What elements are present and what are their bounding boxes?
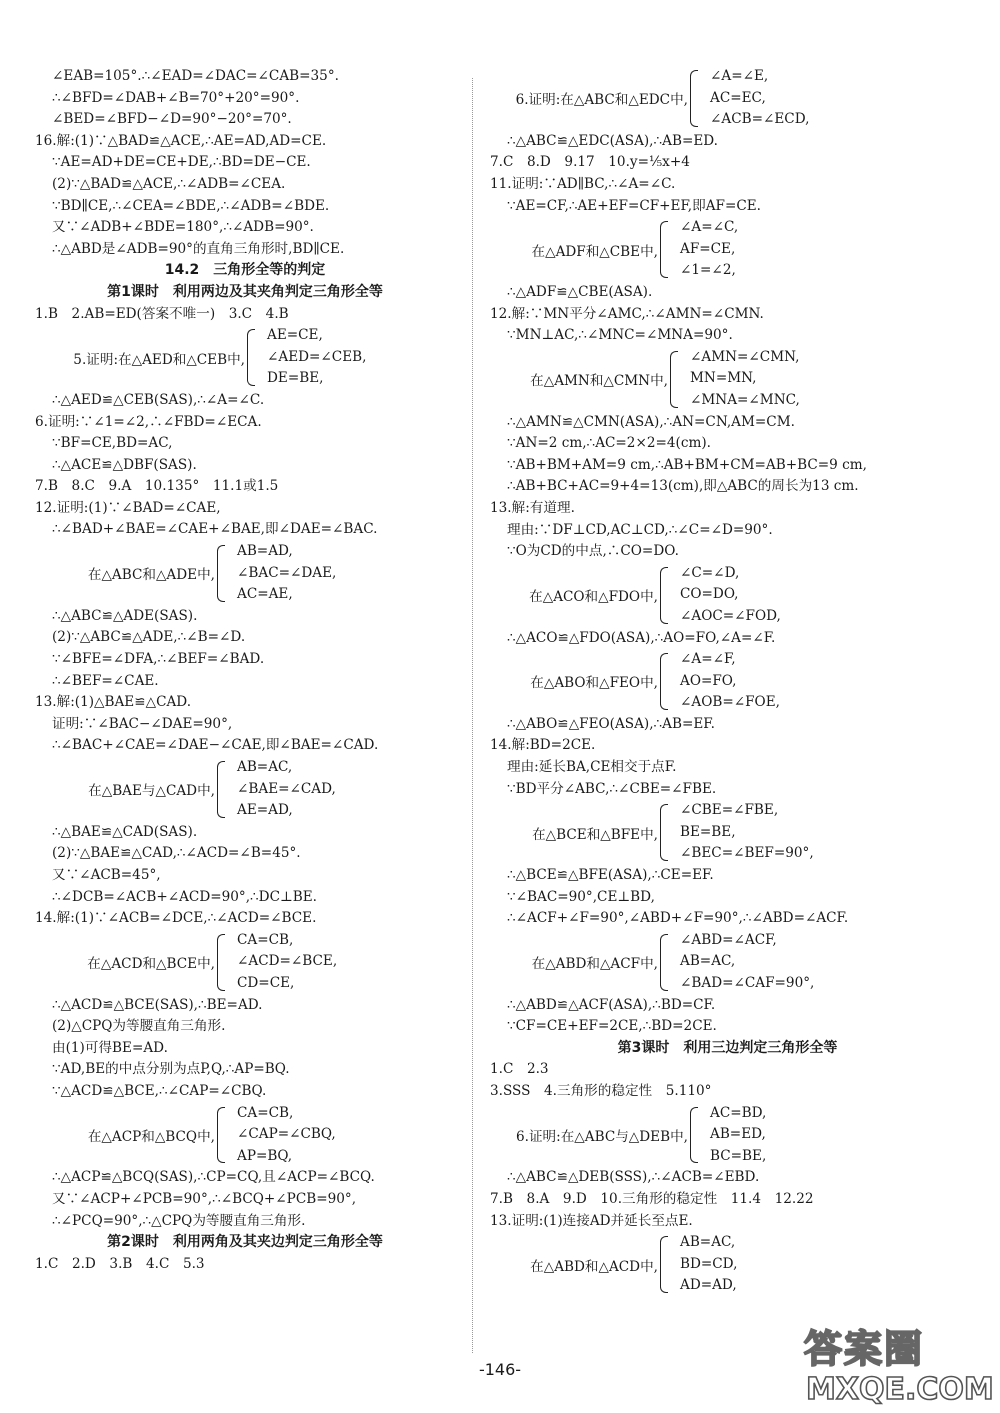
right-column <box>490 66 965 1297</box>
system-row: AB=AC, <box>680 953 736 970</box>
text-line: ∴△ADF≌△CBE(ASA). <box>507 283 653 300</box>
text-line: 1.C 2.D 3.B 4.C 5.3 <box>35 1255 205 1272</box>
equation-system <box>490 930 965 995</box>
text-line: 又∵∠ACP+∠PCB=90°,∴∠BCQ+∠PCB=90°, <box>52 1190 357 1207</box>
system-lead-text: 在△ABD和△ACD中, <box>530 1258 658 1275</box>
text-line: ∴△ACO≌△FDO(ASA),∴AO=FO,∠A=∠F. <box>507 629 776 646</box>
column-divider <box>472 78 473 1353</box>
system-row: ∠BAE=∠CAD, <box>237 780 336 797</box>
system-row: DE=BE, <box>267 370 324 387</box>
equation-system <box>35 1103 455 1168</box>
system-lead-text: 在△ACD和△BCE中, <box>87 956 215 973</box>
text-line: ∴△ABC≌△ADE(SAS). <box>52 607 198 624</box>
text-line: ∵∠BAC=90°,CE⊥BD, <box>507 888 655 905</box>
system-lead-text: 在△BAE与△CAD中, <box>88 783 215 800</box>
text-line: 14.解:BD=2CE. <box>490 737 596 754</box>
text-line: (2)∵△BAD≌△ACE,∴∠ADB=∠CEA. <box>52 175 286 192</box>
text-line: (2)∵△BAE≌△CAD,∴∠ACD=∠B=45°. <box>52 845 301 862</box>
text-line: ∴△ABO≌△FEO(ASA),∴AB=EF. <box>507 715 715 732</box>
system-lead-text: 在△BCE和△BFE中, <box>532 826 658 843</box>
system-lead-text: 在△ACP和△BCQ中, <box>87 1128 215 1145</box>
system-row: AB=AD, <box>237 543 293 560</box>
system-row: ∠AMN=∠CMN, <box>690 348 800 365</box>
text-line: ∵∠BFE=∠DFA,∴∠BEF=∠BAD. <box>52 651 265 668</box>
text-line: (2)△CPQ为等腰直角三角形. <box>52 1018 226 1035</box>
text-line: ∴△ACD≌△BCE(SAS),∴BE=AD. <box>52 996 263 1013</box>
text-line: ∵AN=2 cm,∴AC=2×2=4(cm). <box>507 435 711 452</box>
text-line: ∴△ABD是∠ADB=90°的直角三角形时,BD∥CE. <box>52 240 345 257</box>
system-row: CO=DO, <box>680 586 739 603</box>
system-row: ∠BEC=∠BEF=90°, <box>680 845 814 862</box>
system-lead-text: 5.证明:在△AED和△CEB中, <box>73 351 245 368</box>
system-row: ∠A=∠F, <box>680 651 736 668</box>
text-line: 理由:延长BA,CE相交于点F. <box>507 759 677 776</box>
text-line: 7.B 8.A 9.D 10.三角形的稳定性 11.4 12.22 <box>490 1191 814 1207</box>
brace-mark <box>670 351 678 408</box>
text-line: ∴∠PCQ=90°,∴△CPQ为等腰直角三角形. <box>52 1212 306 1229</box>
text-line: ∵BF=CE,BD=AC, <box>52 435 173 452</box>
text-line: ∴∠BEF=∠CAE. <box>52 672 159 689</box>
brace-mark <box>660 653 668 710</box>
equation-system <box>490 800 965 865</box>
system-row: AF=CE, <box>680 240 736 257</box>
text-line: ∵CF=CE+EF=2CE,∴BD=2CE. <box>507 1018 717 1035</box>
equation-system <box>490 1103 965 1168</box>
text-line: ∴△ABC≌△DEB(SSS),∴∠ACB=∠EBD. <box>507 1169 760 1186</box>
system-lead-text: 在△ABO和△FEO中, <box>530 675 658 692</box>
text-line: 7.C 8.D 9.17 10.y=⅕x+4 <box>490 154 690 171</box>
brace-mark <box>660 804 668 861</box>
text-line: ∴AB+BC+AC=9+4=13(cm),即△ABC的周长为13 cm. <box>507 478 859 495</box>
text-line: 7.B 8.C 9.A 10.135° 11.1或1.5 <box>35 478 279 495</box>
system-row: ∠1=∠2, <box>680 262 736 279</box>
system-row: BC=BE, <box>710 1147 767 1164</box>
text-line: ∴∠BAC+∠CAE=∠DAE−∠CAE,即∠BAE=∠CAD. <box>52 737 379 754</box>
system-row: AP=BQ, <box>237 1147 293 1164</box>
text-line: ∠BED=∠BFD−∠D=90°−20°=70°. <box>52 111 292 128</box>
text-line: ∵AE=CF,∴AE+EF=CF+EF,即AF=CE. <box>507 197 761 214</box>
text-line: 理由:∵DF⊥CD,AC⊥CD,∴∠C=∠D=90°. <box>507 521 773 538</box>
text-line: 14.解:(1)∵∠ACB=∠DCE,∴∠ACD=∠BCE. <box>35 910 317 927</box>
text-line: ∴∠ACF+∠F=90°,∠ABD+∠F=90°,∴∠ABD=∠ACF. <box>507 910 849 927</box>
text-line: 13.解:(1)△BAE≌△CAD. <box>35 694 192 711</box>
system-row: CA=CB, <box>237 1104 294 1121</box>
system-row: AD=AD, <box>680 1277 737 1294</box>
text-line: ∴△ABC≌△EDC(ASA),∴AB=ED. <box>507 132 719 149</box>
brace-mark <box>217 934 225 991</box>
text-line: ∴△AMN≌△CMN(ASA),∴AN=CN,AM=CM. <box>507 413 795 430</box>
system-row: BE=BE, <box>680 823 736 840</box>
text-line: 6.证明:∵∠1=∠2,∴∠FBD=∠ECA. <box>35 413 262 430</box>
system-row: ∠BAD=∠CAF=90°, <box>680 975 815 992</box>
text-line: 3.SSS 4.三角形的稳定性 5.110° <box>490 1083 712 1100</box>
system-row: ∠ABD=∠ACF, <box>680 931 777 948</box>
text-line: ∵MN⊥AC,∴∠MNC=∠MNA=90°. <box>507 327 733 344</box>
text-line: 由(1)可得BE=AD. <box>52 1039 168 1056</box>
system-row: ∠CAP=∠CBQ, <box>237 1126 336 1143</box>
brace-mark <box>660 567 668 624</box>
system-row: CD=CE, <box>237 974 295 991</box>
brace-mark <box>660 934 668 991</box>
system-row: ∠BAC=∠DAE, <box>237 564 337 581</box>
system-row: AC=EC, <box>710 89 766 106</box>
system-row: ∠AOC=∠FOD, <box>680 607 781 624</box>
section-heading: 第1课时 利用两边及其夹角判定三角形全等 <box>107 283 383 300</box>
system-row: AO=FO, <box>680 672 737 689</box>
text-line: ∴△BCE≌△BFE(ASA),∴CE=EF. <box>507 867 714 884</box>
text-line: 11.证明:∵AD∥BC,∴∠A=∠C. <box>490 175 676 192</box>
system-row: AC=BD, <box>710 1104 767 1121</box>
text-line: ∴∠BAD+∠BAE=∠CAE+∠BAE,即∠DAE=∠BAC. <box>52 521 378 538</box>
brace-mark <box>660 221 668 278</box>
text-line: ∵△ACD≌△BCE,∴∠CAP=∠CBQ. <box>52 1082 267 1099</box>
brace-mark <box>217 1107 225 1164</box>
watermark-chars: 答案圈 <box>804 1327 925 1371</box>
text-line: 证明:∵∠BAC−∠DAE=90°, <box>52 715 233 732</box>
brace-mark <box>690 1107 698 1164</box>
section-heading: 第2课时 利用两角及其夹边判定三角形全等 <box>107 1234 383 1251</box>
text-line: ∴△ACE≌△DBF(SAS). <box>52 456 197 473</box>
brace-mark <box>247 329 255 386</box>
text-line: ∴△AED≌△CEB(SAS),∴∠A=∠C. <box>52 391 265 408</box>
brace-mark <box>217 545 225 602</box>
equation-system <box>490 649 965 714</box>
system-row: MN=MN, <box>690 370 757 387</box>
equation-system <box>490 66 965 131</box>
system-lead-text: 在△ACO和△FDO中, <box>529 589 658 606</box>
equation-system <box>490 563 965 628</box>
equation-system <box>35 325 455 390</box>
system-row: AB=AC, <box>680 1234 736 1251</box>
text-line: 又∵∠ADB+∠BDE=180°,∴∠ADB=90°. <box>52 219 314 236</box>
equation-system <box>35 541 455 606</box>
system-row: ∠MNA=∠MNC, <box>690 391 800 408</box>
brace-mark <box>217 761 225 818</box>
text-line: ∴△BAE≌△CAD(SAS). <box>52 823 198 840</box>
system-row: BD=CD, <box>680 1255 738 1272</box>
text-line: 12.解:∵MN平分∠AMC,∴∠AMN=∠CMN. <box>490 305 764 322</box>
equation-system <box>35 930 455 995</box>
text-line: 13.证明:(1)连接AD并延长至点E. <box>490 1212 693 1229</box>
system-row: ∠AOB=∠FOE, <box>680 694 780 711</box>
system-row: ∠A=∠C, <box>680 219 739 236</box>
text-line: ∠EAB=105°.∴∠EAD=∠DAC=∠CAB=35°. <box>52 68 339 84</box>
equation-system <box>35 757 455 822</box>
system-lead-text: 在△ADF和△CBE中, <box>531 243 658 260</box>
text-line: ∵AD,BE的中点分别为点P,Q,∴AP=BQ. <box>52 1061 290 1078</box>
text-line: 13.解:有道理. <box>490 499 575 516</box>
section-heading: 14.2 三角形全等的判定 <box>164 262 326 279</box>
system-row: ∠AED=∠CEB, <box>267 348 367 365</box>
text-line: ∵AB+BM+AM=9 cm,∴AB+BM+CM=AB+BC=9 cm, <box>507 456 867 473</box>
brace-mark <box>660 1236 668 1293</box>
system-lead-text: 6.证明:在△ABC和△EDC中, <box>515 92 688 109</box>
text-line: 1.C 2.3 <box>490 1061 549 1078</box>
watermark-logo <box>800 1318 996 1410</box>
system-lead-text: 在△ABD和△ACF中, <box>531 956 658 973</box>
equation-system <box>490 217 965 282</box>
equation-system <box>490 1232 965 1297</box>
system-row: ∠ACD=∠BCE, <box>237 953 338 970</box>
system-row: ∠A=∠E, <box>710 68 769 84</box>
system-row: CA=CB, <box>237 931 294 948</box>
text-line: 16.解:(1)∵△BAD≌△ACE,∴AE=AD,AD=CE. <box>35 132 327 149</box>
system-row: ∠C=∠D, <box>680 564 740 581</box>
text-line: ∵AE=AD+DE=CE+DE,∴BD=DE−CE. <box>52 154 311 171</box>
text-line: ∴△ACP≌△BCQ(SAS),∴CP=CQ,且∠ACP=∠BCQ. <box>52 1169 375 1186</box>
text-line: 又∵∠ACB=45°, <box>52 867 161 884</box>
text-line: ∵BD平分∠ABC,∴∠CBE=∠FBE. <box>507 780 717 797</box>
system-row: AB=AC, <box>237 759 293 776</box>
system-row: AE=AD, <box>237 802 293 819</box>
section-heading: 第3课时 利用三边判定三角形全等 <box>617 1039 838 1056</box>
text-line: ∵BD∥CE,∴∠CEA=∠BDE,∴∠ADB=∠BDE. <box>52 197 330 214</box>
page-number: -146- <box>478 1360 522 1379</box>
system-row: AE=CE, <box>267 327 323 344</box>
text-line: 12.证明:(1)∵∠BAD=∠CAE, <box>35 499 221 516</box>
system-row: AB=ED, <box>710 1126 766 1143</box>
system-lead-text: 在△AMN和△CMN中, <box>530 373 668 390</box>
system-lead-text: 在△ABC和△ADE中, <box>87 567 215 584</box>
text-line: ∴∠BFD=∠DAB+∠B=70°+20°=90°. <box>52 89 300 106</box>
watermark-url: MXQE.COM <box>806 1372 994 1407</box>
brace-mark <box>690 70 698 127</box>
system-row: ∠CBE=∠FBE, <box>680 802 779 819</box>
text-line: 1.B 2.AB=ED(答案不唯一) 3.C 4.B <box>35 305 289 322</box>
text-line: ∴∠DCB=∠ACB+∠ACD=90°,∴DC⊥BE. <box>52 888 317 905</box>
system-lead-text: 6.证明:在△ABC与△DEB中, <box>515 1129 688 1145</box>
equation-system <box>490 347 965 412</box>
left-column <box>35 66 455 1275</box>
system-row: ∠ACB=∠ECD, <box>710 111 810 128</box>
text-line: (2)∵△ABC≌△ADE,∴∠B=∠D. <box>52 629 246 646</box>
text-line: ∴△ABD≌△ACF(ASA),∴BD=CF. <box>507 996 716 1013</box>
system-row: AC=AE, <box>237 586 293 603</box>
text-line: ∵O为CD的中点,∴CO=DO. <box>507 543 679 560</box>
